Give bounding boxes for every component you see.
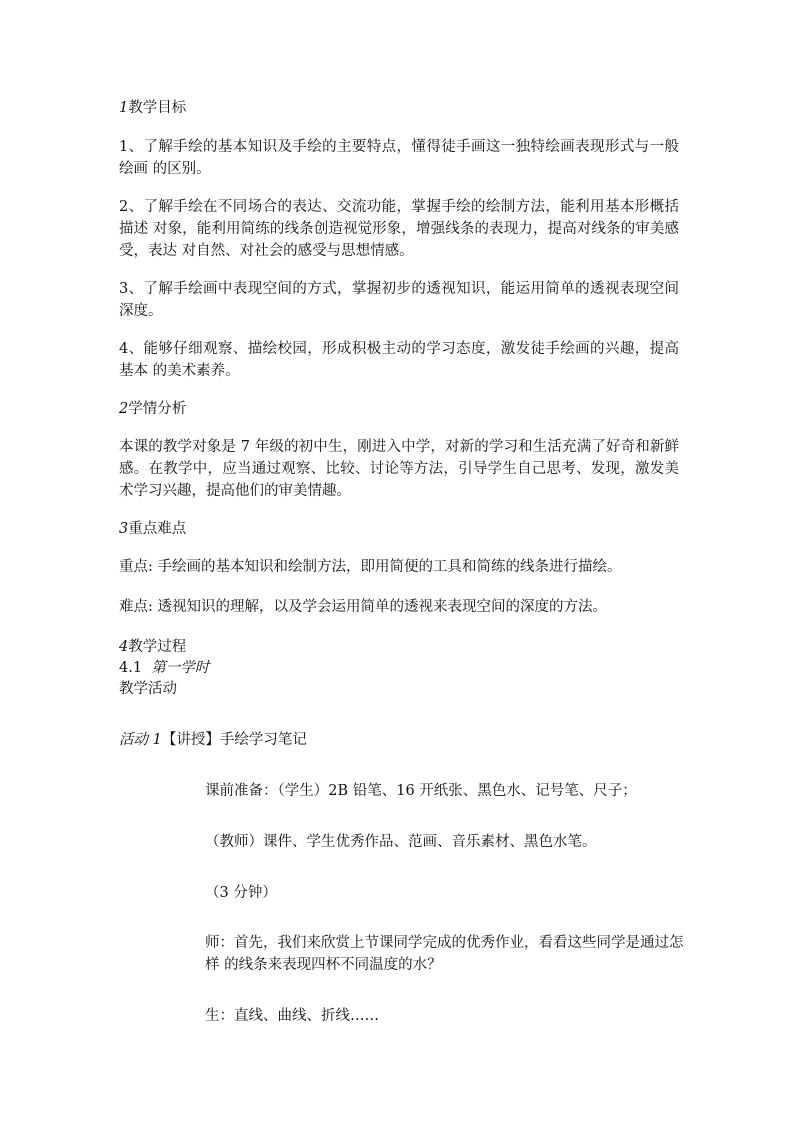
objective-text: 2、了解手绘在不同场合的表达、交流功能，掌握手绘的绘制方法，能利用基本形概括描述 对象，能利用简练的线条创造视觉形象，增强线条的表现力，提高对线条的审美感受，表达 对自然、对社会的感受与思想情感。 bbox=[119, 199, 679, 259]
activity-line-prep-students: 课前准备：（学生）2B 铅笔、16 开纸张、黑色水、记号笔、尺子； bbox=[205, 783, 637, 799]
objective-text: 4、能够仔细观察、描绘校园，形成积极主动的学习态度，激发徒手绘画的兴趣，提高基本 的美术素养。 bbox=[119, 341, 679, 379]
key-point: 重点: 手绘画的基本知识和绘制方法，即用简便的工具和简练的线条进行描绘。 bbox=[119, 559, 622, 575]
section-heading-3 bbox=[119, 518, 186, 540]
activities-label: 教学活动 bbox=[119, 681, 177, 697]
activity-line-prep-teacher: （教师）课件、学生优秀作品、范画、音乐素材、黑色水笔。 bbox=[205, 834, 597, 850]
section-title: 教学目标 bbox=[128, 100, 187, 116]
objective-item-3 bbox=[119, 278, 679, 322]
objective-text: 3、了解手绘画中表现空间的方式，掌握初步的透视知识，能运用简单的透视表现空间深度。 bbox=[119, 281, 679, 319]
section-number: 2 bbox=[119, 401, 129, 417]
section-title: 学情分析 bbox=[128, 401, 187, 417]
section-number: 4 bbox=[119, 639, 129, 655]
activity-heading bbox=[119, 729, 307, 751]
activity-title: 【讲授】手绘学习笔记 bbox=[161, 732, 307, 748]
section-title: 教学过程 bbox=[128, 639, 187, 655]
subsection-heading bbox=[119, 657, 209, 679]
subsection-title: 第一学时 bbox=[151, 660, 210, 676]
objective-text: 1、了解手绘的基本知识及手绘的主要特点，懂得徒手画这一独特绘画表现形式与一般绘画 的区别。 bbox=[119, 139, 679, 177]
objective-item-4 bbox=[119, 338, 679, 382]
section-number: 1 bbox=[119, 100, 129, 116]
objective-item-1 bbox=[119, 136, 679, 180]
activity-line-duration: （3 分钟） bbox=[205, 885, 277, 901]
activity-line-teacher-question bbox=[205, 932, 685, 976]
activity-line-student-answer: 生：直线、曲线、折线…… bbox=[205, 1008, 379, 1024]
section-heading-2 bbox=[119, 398, 186, 420]
section-number: 3 bbox=[119, 521, 129, 537]
subsection-number: 4.1 bbox=[119, 660, 143, 676]
teacher-question-text: 师：首先，我们来欣赏上节课同学完成的优秀作业，看看这些同学是通过怎样 的线条来表现四杯不同温度的水？ bbox=[205, 935, 684, 973]
section-heading-4 bbox=[119, 636, 186, 658]
difficult-point: 难点: 透视知识的理解，以及学会运用简单的透视来表现空间的深度的方法。 bbox=[119, 599, 607, 615]
learner-analysis-paragraph bbox=[119, 436, 679, 502]
analysis-text: 本课的教学对象是 7 年级的初中生，刚进入中学，对新的学习和生活充满了好奇和新鲜感。在教学中，应当通过观察、比较、讨论等方法，引导学生自己思考、发现，激发美术学习兴趣，提高他们的审美情趣。 bbox=[119, 439, 679, 499]
objective-item-2 bbox=[119, 196, 679, 262]
section-title: 重点难点 bbox=[128, 521, 187, 537]
section-heading-1 bbox=[119, 97, 186, 119]
activity-label: 活动 1 bbox=[119, 732, 162, 748]
